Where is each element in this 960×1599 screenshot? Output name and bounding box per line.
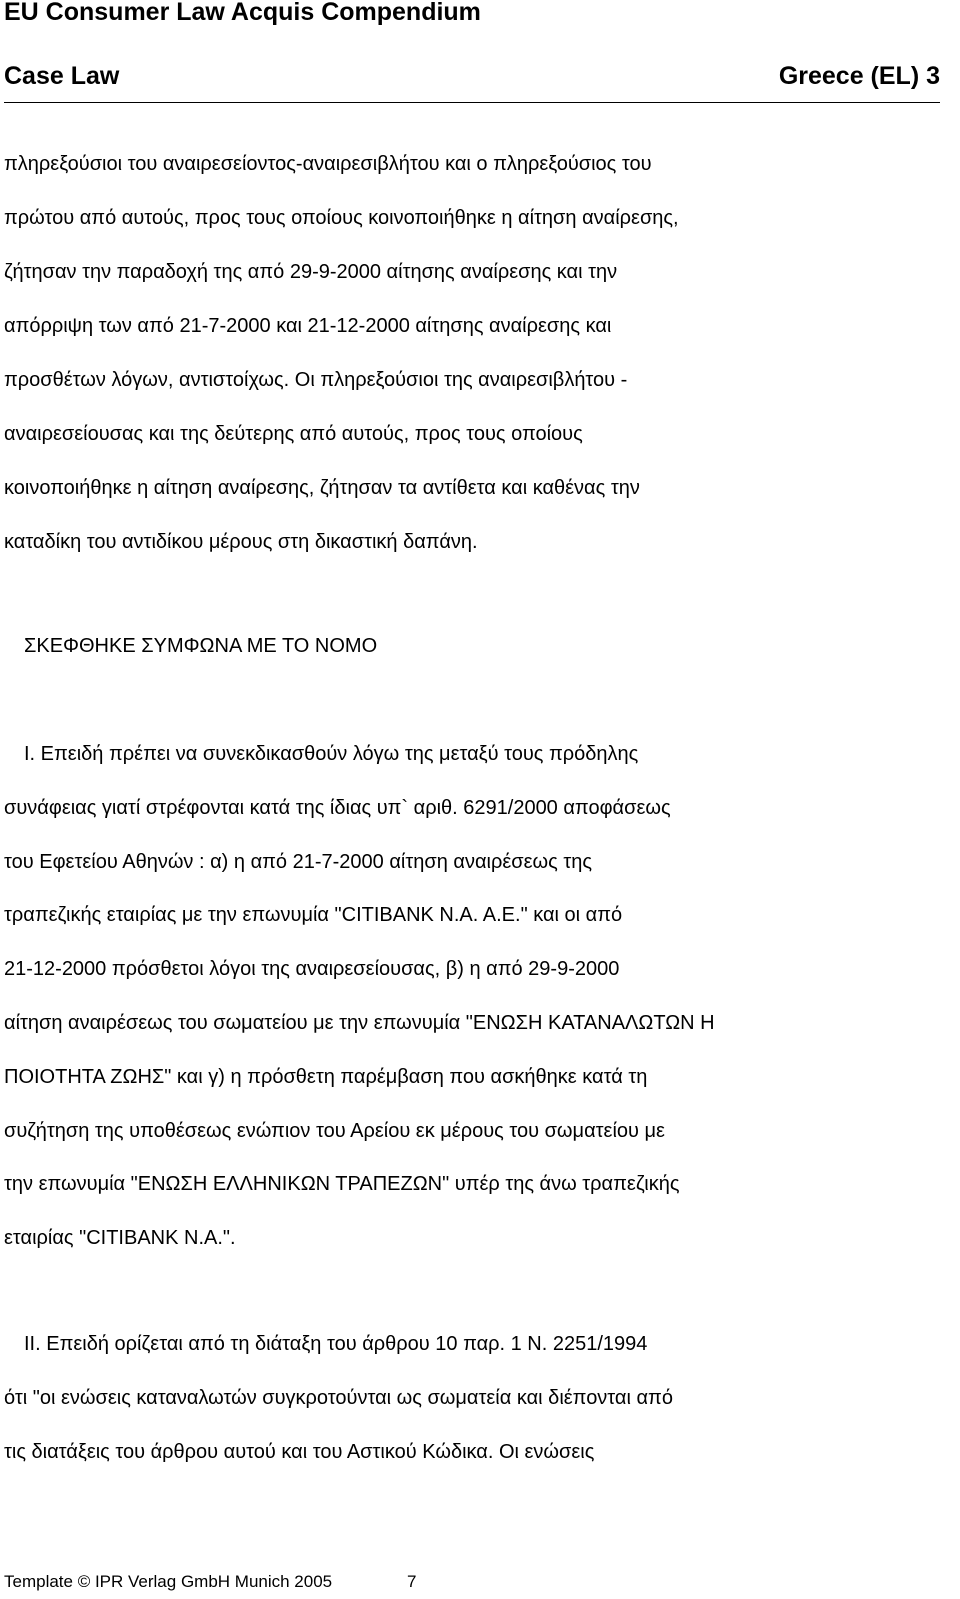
text-line: II. Επειδή ορίζεται από τη διάταξη του άρθρου 10 παρ. 1 Ν. 2251/1994 — [24, 1333, 648, 1355]
text-line: απόρριψη των από 21-7-2000 και 21-12-2000 αίτησης αναίρεσης και — [4, 315, 612, 337]
text-line: εταιρίας "CITIBANK N.A.". — [4, 1227, 236, 1249]
text-line: ΠΟΙΟΤΗΤΑ ΖΩΗΣ" και γ) η πρόσθετη παρέμβαση που ασκήθηκε κατά τη — [4, 1066, 648, 1088]
text-line: πληρεξούσιοι του αναιρεσείοντος-αναιρεσιβλήτου και ο πληρεξούσιος του — [4, 153, 652, 175]
text-line: I. Επειδή πρέπει να συνεκδικασθούν λόγω της μεταξύ τους πρόδηλης — [24, 743, 639, 765]
text-line: καταδίκη του αντιδίκου μέρους στη δικαστική δαπάνη. — [4, 531, 478, 553]
text-line: προσθέτων λόγων, αντιστοίχως. Οι πληρεξούσιοι της αναιρεσιβλήτου - — [4, 369, 628, 391]
text-line: πρώτου από αυτούς, προς τους οποίους κοινοποιήθηκε η αίτηση αναίρεσης, — [4, 207, 679, 229]
text-line: τραπεζικής εταιρίας με την επωνυμία "CITIBANK N.A. A.E." και οι από — [4, 904, 623, 926]
text-line: αίτηση αναιρέσεως του σωματείου με την επωνυμία "ΕΝΩΣΗ ΚΑΤΑΝΑΛΩΤΩΝ Η — [4, 1012, 715, 1034]
document-title: EU Consumer Law Acquis Compendium — [4, 0, 481, 26]
text-line: ότι "οι ενώσεις καταναλωτών συγκροτούνται ως σωματεία και διέπονται από — [4, 1387, 673, 1409]
section-heading: ΣΚΕΦΘΗΚΕ ΣΥΜΦΩΝΑ ΜΕ ΤΟ ΝΟΜΟ — [24, 635, 378, 657]
text-line: ζήτησαν την παραδοχή της από 29-9-2000 αίτησης αναίρεσης και την — [4, 261, 618, 283]
text-line: την επωνυμία "ΕΝΩΣΗ ΕΛΛΗΝΙΚΩΝ ΤΡΑΠΕΖΩΝ" υπέρ της άνω τραπεζικής — [4, 1173, 680, 1195]
footer-template: Template © IPR Verlag GmbH Munich 2005 — [4, 1572, 333, 1591]
text-line: του Εφετείου Αθηνών : α) η από 21-7-2000 αίτηση αναιρέσεως της — [4, 851, 592, 873]
text-line: 21-12-2000 πρόσθετοι λόγοι της αναιρεσείουσας, β) η από 29-9-2000 — [4, 958, 620, 980]
header-divider — [4, 102, 940, 103]
page-number: 7 — [407, 1572, 417, 1591]
text-line: τις διατάξεις του άρθρου αυτού και του Αστικού Κώδικα. Οι ενώσεις — [4, 1441, 595, 1463]
text-line: συνάφειας γιατί στρέφονται κατά της ίδιας υπ` αριθ. 6291/2000 αποφάσεως — [4, 797, 671, 819]
country-label: Greece (EL) 3 — [778, 62, 940, 90]
text-line: κοινοποιήθηκε η αίτηση αναίρεσης, ζήτησαν τα αντίθετα και καθένας την — [4, 477, 640, 499]
text-line: συζήτηση της υποθέσεως ενώπιον του Αρείου εκ μέρους του σωματείου με — [4, 1120, 665, 1142]
section-title: Case Law — [4, 62, 120, 90]
text-line: αναιρεσείουσας και της δεύτερης από αυτούς, προς τους οποίους — [4, 423, 583, 445]
